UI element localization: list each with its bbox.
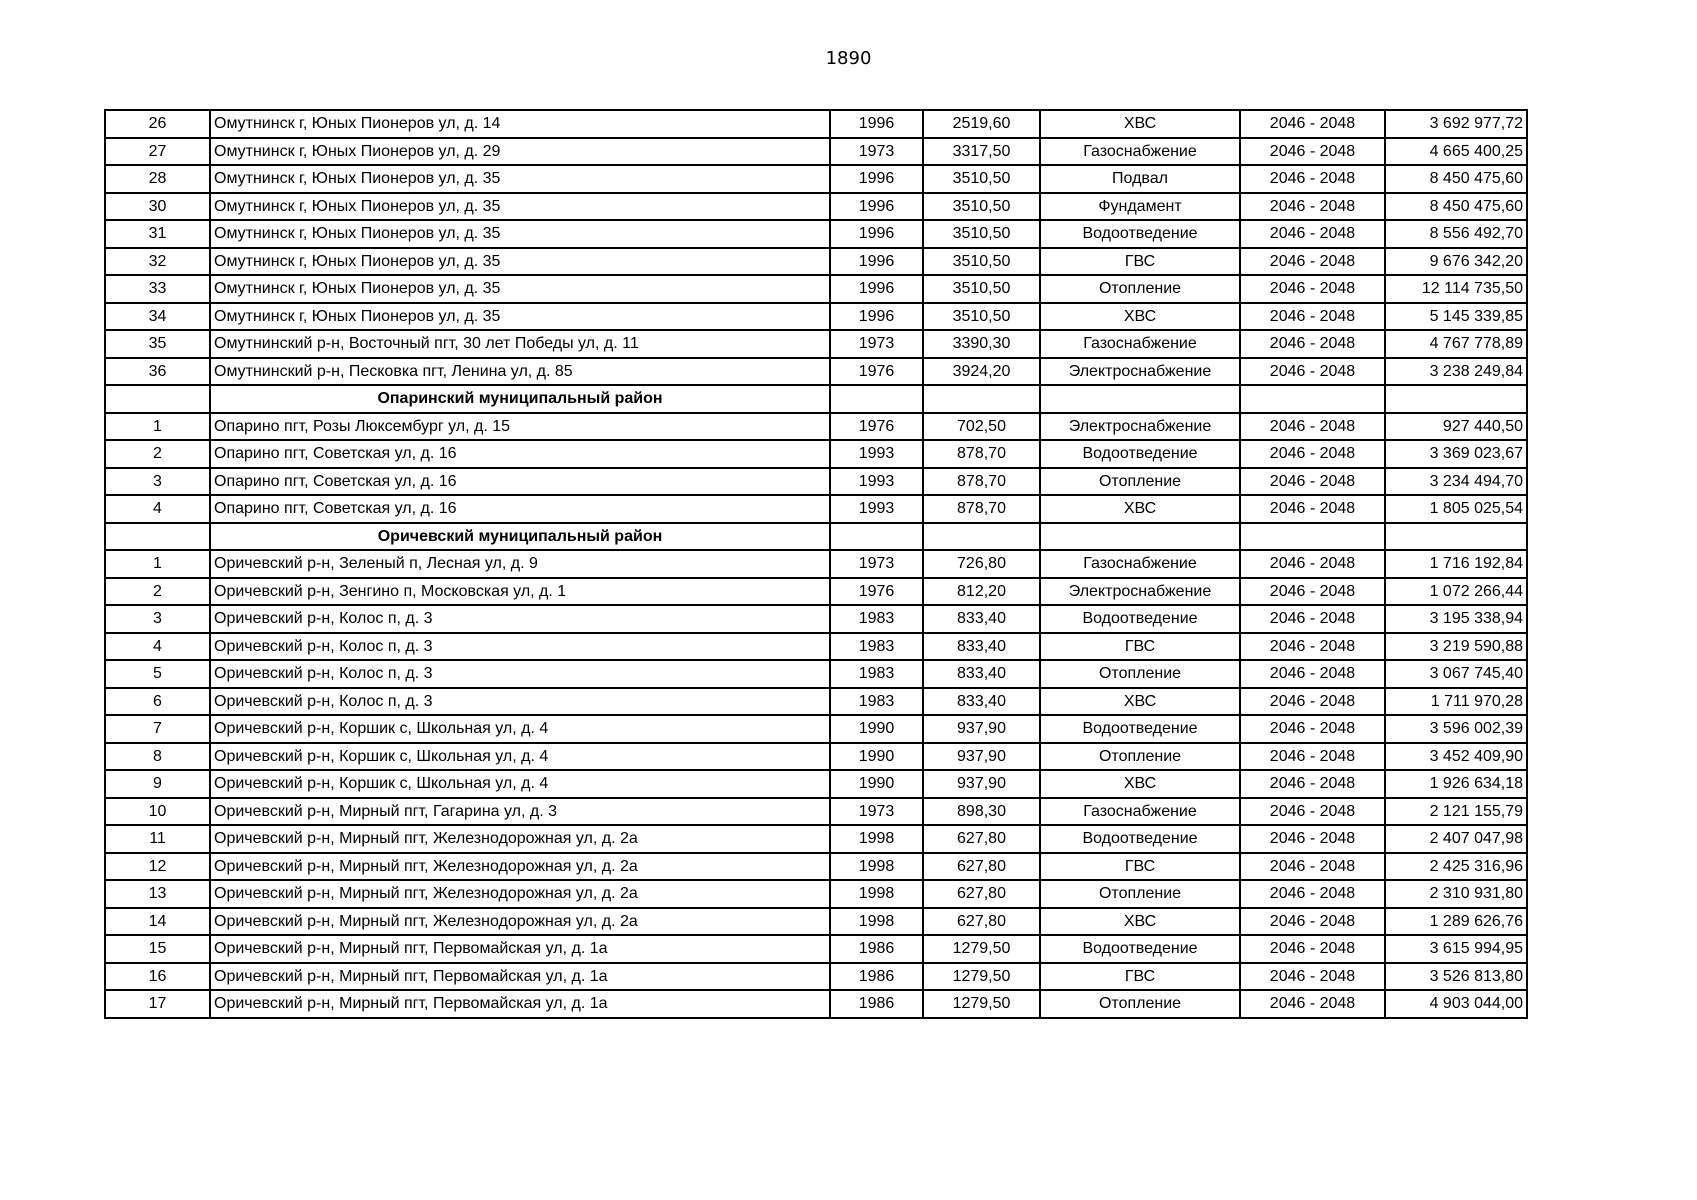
period-cell bbox=[1240, 385, 1385, 413]
table-row bbox=[105, 770, 1527, 798]
area-cell: 627,80 bbox=[923, 908, 1040, 936]
period-cell: 2046 - 2048 bbox=[1240, 853, 1385, 881]
area-cell bbox=[923, 523, 1040, 551]
year-built-cell: 1976 bbox=[830, 578, 923, 606]
cost-cell: 1 289 626,76 bbox=[1385, 908, 1527, 936]
area-cell: 3510,50 bbox=[923, 220, 1040, 248]
work-type-cell: Водоотведение bbox=[1040, 825, 1240, 853]
cost-cell: 8 450 475,60 bbox=[1385, 165, 1527, 193]
period-cell: 2046 - 2048 bbox=[1240, 660, 1385, 688]
period-cell: 2046 - 2048 bbox=[1240, 440, 1385, 468]
period-cell: 2046 - 2048 bbox=[1240, 825, 1385, 853]
address-cell: Омутнинский р-н, Восточный пгт, 30 лет Победы ул, д. 11 bbox=[210, 330, 830, 358]
work-type-cell: Фундамент bbox=[1040, 193, 1240, 221]
area-cell: 3317,50 bbox=[923, 138, 1040, 166]
year-built-cell: 1996 bbox=[830, 220, 923, 248]
year-built-cell: 1996 bbox=[830, 110, 923, 138]
address-cell: Оричевский р-н, Мирный пгт, Первомайская ул, д. 1а bbox=[210, 990, 830, 1018]
period-cell: 2046 - 2048 bbox=[1240, 935, 1385, 963]
cost-cell: 3 452 409,90 bbox=[1385, 743, 1527, 771]
area-cell: 878,70 bbox=[923, 440, 1040, 468]
cost-cell: 8 556 492,70 bbox=[1385, 220, 1527, 248]
area-cell: 3510,50 bbox=[923, 275, 1040, 303]
work-type-cell: ГВС bbox=[1040, 633, 1240, 661]
table-row bbox=[105, 798, 1527, 826]
cost-cell: 2 407 047,98 bbox=[1385, 825, 1527, 853]
period-cell: 2046 - 2048 bbox=[1240, 468, 1385, 496]
page-number: 1890 bbox=[825, 48, 872, 69]
address-cell: Оричевский р-н, Мирный пгт, Гагарина ул, д. 3 bbox=[210, 798, 830, 826]
district-header-row bbox=[105, 385, 1527, 413]
cost-cell: 5 145 339,85 bbox=[1385, 303, 1527, 331]
period-cell: 2046 - 2048 bbox=[1240, 688, 1385, 716]
period-cell: 2046 - 2048 bbox=[1240, 138, 1385, 166]
cost-cell: 3 195 338,94 bbox=[1385, 605, 1527, 633]
cost-cell bbox=[1385, 523, 1527, 551]
address-cell: Омутнинск г, Юных Пионеров ул, д. 35 bbox=[210, 303, 830, 331]
cost-cell: 12 114 735,50 bbox=[1385, 275, 1527, 303]
table-row bbox=[105, 468, 1527, 496]
period-cell: 2046 - 2048 bbox=[1240, 633, 1385, 661]
area-cell: 937,90 bbox=[923, 743, 1040, 771]
row-number-cell: 32 bbox=[105, 248, 210, 276]
year-built-cell: 1973 bbox=[830, 550, 923, 578]
period-cell: 2046 - 2048 bbox=[1240, 110, 1385, 138]
cost-cell: 1 805 025,54 bbox=[1385, 495, 1527, 523]
work-type-cell: ХВС bbox=[1040, 110, 1240, 138]
period-cell: 2046 - 2048 bbox=[1240, 330, 1385, 358]
table-row bbox=[105, 440, 1527, 468]
work-type-cell: Газоснабжение bbox=[1040, 798, 1240, 826]
table-row bbox=[105, 165, 1527, 193]
period-cell: 2046 - 2048 bbox=[1240, 165, 1385, 193]
row-number-cell: 12 bbox=[105, 853, 210, 881]
row-number-cell: 4 bbox=[105, 633, 210, 661]
address-cell: Оричевский р-н, Коршик с, Школьная ул, д. 4 bbox=[210, 715, 830, 743]
cost-cell: 3 234 494,70 bbox=[1385, 468, 1527, 496]
cost-cell: 3 219 590,88 bbox=[1385, 633, 1527, 661]
period-cell: 2046 - 2048 bbox=[1240, 358, 1385, 386]
work-type-cell: Отопление bbox=[1040, 468, 1240, 496]
row-number-cell: 27 bbox=[105, 138, 210, 166]
row-number-cell: 5 bbox=[105, 660, 210, 688]
table-row bbox=[105, 193, 1527, 221]
year-built-cell: 1996 bbox=[830, 275, 923, 303]
address-cell: Опарино пгт, Советская ул, д. 16 bbox=[210, 468, 830, 496]
row-number-cell: 10 bbox=[105, 798, 210, 826]
year-built-cell: 1996 bbox=[830, 303, 923, 331]
work-type-cell: ХВС bbox=[1040, 908, 1240, 936]
table-body bbox=[105, 110, 1527, 1018]
period-cell: 2046 - 2048 bbox=[1240, 990, 1385, 1018]
row-number-cell: 36 bbox=[105, 358, 210, 386]
period-cell: 2046 - 2048 bbox=[1240, 578, 1385, 606]
row-number-cell: 4 bbox=[105, 495, 210, 523]
row-number-cell: 26 bbox=[105, 110, 210, 138]
period-cell: 2046 - 2048 bbox=[1240, 413, 1385, 441]
address-cell: Оричевский р-н, Колос п, д. 3 bbox=[210, 633, 830, 661]
table-row bbox=[105, 715, 1527, 743]
district-name: Оричевский муниципальный район bbox=[210, 523, 830, 551]
cost-cell: 3 067 745,40 bbox=[1385, 660, 1527, 688]
area-cell: 1279,50 bbox=[923, 935, 1040, 963]
table-row bbox=[105, 578, 1527, 606]
work-type-cell: Газоснабжение bbox=[1040, 550, 1240, 578]
work-type-cell: Подвал bbox=[1040, 165, 1240, 193]
area-cell: 3390,30 bbox=[923, 330, 1040, 358]
area-cell: 1279,50 bbox=[923, 990, 1040, 1018]
year-built-cell: 1996 bbox=[830, 248, 923, 276]
year-built-cell: 1986 bbox=[830, 963, 923, 991]
year-built-cell: 1986 bbox=[830, 935, 923, 963]
table-row bbox=[105, 688, 1527, 716]
year-built-cell bbox=[830, 385, 923, 413]
area-cell: 833,40 bbox=[923, 605, 1040, 633]
cost-cell: 1 711 970,28 bbox=[1385, 688, 1527, 716]
address-cell: Оричевский р-н, Мирный пгт, Железнодорожная ул, д. 2а bbox=[210, 825, 830, 853]
work-type-cell: Газоснабжение bbox=[1040, 138, 1240, 166]
area-cell: 833,40 bbox=[923, 660, 1040, 688]
cost-cell: 1 072 266,44 bbox=[1385, 578, 1527, 606]
year-built-cell bbox=[830, 523, 923, 551]
work-type-cell: Отопление bbox=[1040, 660, 1240, 688]
address-cell: Омутнинск г, Юных Пионеров ул, д. 35 bbox=[210, 275, 830, 303]
address-cell: Омутнинский р-н, Песковка пгт, Ленина ул, д. 85 bbox=[210, 358, 830, 386]
cost-cell bbox=[1385, 385, 1527, 413]
year-built-cell: 1996 bbox=[830, 165, 923, 193]
period-cell: 2046 - 2048 bbox=[1240, 275, 1385, 303]
table-row bbox=[105, 633, 1527, 661]
period-cell: 2046 - 2048 bbox=[1240, 303, 1385, 331]
table-row bbox=[105, 880, 1527, 908]
period-cell: 2046 - 2048 bbox=[1240, 798, 1385, 826]
period-cell: 2046 - 2048 bbox=[1240, 248, 1385, 276]
table-row bbox=[105, 908, 1527, 936]
row-number-cell: 30 bbox=[105, 193, 210, 221]
district-name: Опаринский муниципальный район bbox=[210, 385, 830, 413]
work-type-cell bbox=[1040, 523, 1240, 551]
year-built-cell: 1998 bbox=[830, 853, 923, 881]
work-type-cell bbox=[1040, 385, 1240, 413]
address-cell: Оричевский р-н, Мирный пгт, Первомайская ул, д. 1а bbox=[210, 935, 830, 963]
address-cell: Опарино пгт, Советская ул, д. 16 bbox=[210, 495, 830, 523]
row-number-cell: 2 bbox=[105, 578, 210, 606]
cost-cell: 927 440,50 bbox=[1385, 413, 1527, 441]
year-built-cell: 1996 bbox=[830, 193, 923, 221]
area-cell: 878,70 bbox=[923, 495, 1040, 523]
row-number-cell: 14 bbox=[105, 908, 210, 936]
row-number-cell: 3 bbox=[105, 468, 210, 496]
area-cell: 3510,50 bbox=[923, 193, 1040, 221]
area-cell: 3510,50 bbox=[923, 165, 1040, 193]
year-built-cell: 1973 bbox=[830, 330, 923, 358]
row-number-cell: 6 bbox=[105, 688, 210, 716]
row-number-cell: 15 bbox=[105, 935, 210, 963]
period-cell: 2046 - 2048 bbox=[1240, 770, 1385, 798]
cost-cell: 9 676 342,20 bbox=[1385, 248, 1527, 276]
area-cell: 702,50 bbox=[923, 413, 1040, 441]
row-number-cell: 13 bbox=[105, 880, 210, 908]
year-built-cell: 1990 bbox=[830, 715, 923, 743]
row-number-cell bbox=[105, 523, 210, 551]
district-header-row bbox=[105, 523, 1527, 551]
table-row bbox=[105, 110, 1527, 138]
year-built-cell: 1983 bbox=[830, 633, 923, 661]
area-cell: 627,80 bbox=[923, 853, 1040, 881]
row-number-cell: 16 bbox=[105, 963, 210, 991]
work-type-cell: ХВС bbox=[1040, 495, 1240, 523]
table-row bbox=[105, 825, 1527, 853]
cost-cell: 3 596 002,39 bbox=[1385, 715, 1527, 743]
address-cell: Омутнинск г, Юных Пионеров ул, д. 29 bbox=[210, 138, 830, 166]
cost-cell: 1 716 192,84 bbox=[1385, 550, 1527, 578]
table-row bbox=[105, 220, 1527, 248]
row-number-cell bbox=[105, 385, 210, 413]
period-cell: 2046 - 2048 bbox=[1240, 220, 1385, 248]
row-number-cell: 35 bbox=[105, 330, 210, 358]
address-cell: Омутнинск г, Юных Пионеров ул, д. 35 bbox=[210, 220, 830, 248]
work-type-cell: Водоотведение bbox=[1040, 935, 1240, 963]
year-built-cell: 1976 bbox=[830, 358, 923, 386]
area-cell bbox=[923, 385, 1040, 413]
period-cell: 2046 - 2048 bbox=[1240, 880, 1385, 908]
row-number-cell: 3 bbox=[105, 605, 210, 633]
row-number-cell: 1 bbox=[105, 550, 210, 578]
area-cell: 2519,60 bbox=[923, 110, 1040, 138]
table-row bbox=[105, 275, 1527, 303]
area-cell: 3924,20 bbox=[923, 358, 1040, 386]
row-number-cell: 11 bbox=[105, 825, 210, 853]
cost-cell: 4 665 400,25 bbox=[1385, 138, 1527, 166]
table-row bbox=[105, 138, 1527, 166]
year-built-cell: 1998 bbox=[830, 825, 923, 853]
year-built-cell: 1990 bbox=[830, 770, 923, 798]
address-cell: Оричевский р-н, Зеленый п, Лесная ул, д. 9 bbox=[210, 550, 830, 578]
year-built-cell: 1993 bbox=[830, 468, 923, 496]
address-cell: Оричевский р-н, Зенгино п, Московская ул, д. 1 bbox=[210, 578, 830, 606]
table-row bbox=[105, 743, 1527, 771]
row-number-cell: 31 bbox=[105, 220, 210, 248]
row-number-cell: 9 bbox=[105, 770, 210, 798]
table-row bbox=[105, 935, 1527, 963]
work-type-cell: ГВС bbox=[1040, 963, 1240, 991]
cost-cell: 3 526 813,80 bbox=[1385, 963, 1527, 991]
work-type-cell: ХВС bbox=[1040, 770, 1240, 798]
address-cell: Опарино пгт, Розы Люксембург ул, д. 15 bbox=[210, 413, 830, 441]
period-cell: 2046 - 2048 bbox=[1240, 715, 1385, 743]
year-built-cell: 1993 bbox=[830, 495, 923, 523]
area-cell: 3510,50 bbox=[923, 248, 1040, 276]
area-cell: 937,90 bbox=[923, 770, 1040, 798]
cost-cell: 3 692 977,72 bbox=[1385, 110, 1527, 138]
work-type-cell: ГВС bbox=[1040, 248, 1240, 276]
address-cell: Оричевский р-н, Мирный пгт, Первомайская ул, д. 1а bbox=[210, 963, 830, 991]
work-type-cell: Отопление bbox=[1040, 880, 1240, 908]
period-cell: 2046 - 2048 bbox=[1240, 743, 1385, 771]
address-cell: Омутнинск г, Юных Пионеров ул, д. 35 bbox=[210, 165, 830, 193]
work-type-cell: Водоотведение bbox=[1040, 220, 1240, 248]
cost-cell: 3 238 249,84 bbox=[1385, 358, 1527, 386]
address-cell: Оричевский р-н, Мирный пгт, Железнодорожная ул, д. 2а bbox=[210, 853, 830, 881]
period-cell bbox=[1240, 523, 1385, 551]
cost-cell: 2 425 316,96 bbox=[1385, 853, 1527, 881]
row-number-cell: 17 bbox=[105, 990, 210, 1018]
work-type-cell: Газоснабжение bbox=[1040, 330, 1240, 358]
period-cell: 2046 - 2048 bbox=[1240, 495, 1385, 523]
work-type-cell: ГВС bbox=[1040, 853, 1240, 881]
period-cell: 2046 - 2048 bbox=[1240, 550, 1385, 578]
cost-cell: 3 369 023,67 bbox=[1385, 440, 1527, 468]
row-number-cell: 7 bbox=[105, 715, 210, 743]
address-cell: Опарино пгт, Советская ул, д. 16 bbox=[210, 440, 830, 468]
year-built-cell: 1993 bbox=[830, 440, 923, 468]
work-type-cell: Электроснабжение bbox=[1040, 578, 1240, 606]
row-number-cell: 34 bbox=[105, 303, 210, 331]
table-row bbox=[105, 248, 1527, 276]
year-built-cell: 1998 bbox=[830, 908, 923, 936]
address-cell: Оричевский р-н, Колос п, д. 3 bbox=[210, 605, 830, 633]
table-row bbox=[105, 605, 1527, 633]
area-cell: 937,90 bbox=[923, 715, 1040, 743]
year-built-cell: 1983 bbox=[830, 660, 923, 688]
year-built-cell: 1983 bbox=[830, 688, 923, 716]
table-row bbox=[105, 660, 1527, 688]
area-cell: 627,80 bbox=[923, 880, 1040, 908]
address-cell: Омутнинск г, Юных Пионеров ул, д. 35 bbox=[210, 193, 830, 221]
address-cell: Оричевский р-н, Колос п, д. 3 bbox=[210, 688, 830, 716]
address-cell: Оричевский р-н, Коршик с, Школьная ул, д. 4 bbox=[210, 743, 830, 771]
table-row bbox=[105, 550, 1527, 578]
year-built-cell: 1983 bbox=[830, 605, 923, 633]
row-number-cell: 1 bbox=[105, 413, 210, 441]
work-type-cell: Электроснабжение bbox=[1040, 358, 1240, 386]
cost-cell: 4 903 044,00 bbox=[1385, 990, 1527, 1018]
row-number-cell: 33 bbox=[105, 275, 210, 303]
work-type-cell: Водоотведение bbox=[1040, 715, 1240, 743]
area-cell: 833,40 bbox=[923, 688, 1040, 716]
table-row bbox=[105, 495, 1527, 523]
year-built-cell: 1976 bbox=[830, 413, 923, 441]
row-number-cell: 8 bbox=[105, 743, 210, 771]
cost-cell: 4 767 778,89 bbox=[1385, 330, 1527, 358]
period-cell: 2046 - 2048 bbox=[1240, 193, 1385, 221]
area-cell: 898,30 bbox=[923, 798, 1040, 826]
year-built-cell: 1990 bbox=[830, 743, 923, 771]
period-cell: 2046 - 2048 bbox=[1240, 963, 1385, 991]
address-cell: Омутнинск г, Юных Пионеров ул, д. 14 bbox=[210, 110, 830, 138]
cost-cell: 8 450 475,60 bbox=[1385, 193, 1527, 221]
period-cell: 2046 - 2048 bbox=[1240, 605, 1385, 633]
area-cell: 627,80 bbox=[923, 825, 1040, 853]
work-type-cell: Электроснабжение bbox=[1040, 413, 1240, 441]
year-built-cell: 1973 bbox=[830, 138, 923, 166]
year-built-cell: 1973 bbox=[830, 798, 923, 826]
repair-schedule-table bbox=[104, 109, 1528, 1019]
year-built-cell: 1998 bbox=[830, 880, 923, 908]
work-type-cell: ХВС bbox=[1040, 688, 1240, 716]
address-cell: Оричевский р-н, Коршик с, Школьная ул, д. 4 bbox=[210, 770, 830, 798]
row-number-cell: 28 bbox=[105, 165, 210, 193]
cost-cell: 1 926 634,18 bbox=[1385, 770, 1527, 798]
work-type-cell: Водоотведение bbox=[1040, 440, 1240, 468]
address-cell: Омутнинск г, Юных Пионеров ул, д. 35 bbox=[210, 248, 830, 276]
area-cell: 878,70 bbox=[923, 468, 1040, 496]
area-cell: 812,20 bbox=[923, 578, 1040, 606]
row-number-cell: 2 bbox=[105, 440, 210, 468]
table-row bbox=[105, 358, 1527, 386]
cost-cell: 2 121 155,79 bbox=[1385, 798, 1527, 826]
area-cell: 833,40 bbox=[923, 633, 1040, 661]
cost-cell: 2 310 931,80 bbox=[1385, 880, 1527, 908]
table-row bbox=[105, 990, 1527, 1018]
year-built-cell: 1986 bbox=[830, 990, 923, 1018]
area-cell: 3510,50 bbox=[923, 303, 1040, 331]
address-cell: Оричевский р-н, Мирный пгт, Железнодорожная ул, д. 2а bbox=[210, 880, 830, 908]
table-row bbox=[105, 963, 1527, 991]
address-cell: Оричевский р-н, Колос п, д. 3 bbox=[210, 660, 830, 688]
table-row bbox=[105, 413, 1527, 441]
work-type-cell: Водоотведение bbox=[1040, 605, 1240, 633]
table-row bbox=[105, 853, 1527, 881]
address-cell: Оричевский р-н, Мирный пгт, Железнодорожная ул, д. 2а bbox=[210, 908, 830, 936]
table-row bbox=[105, 330, 1527, 358]
area-cell: 1279,50 bbox=[923, 963, 1040, 991]
area-cell: 726,80 bbox=[923, 550, 1040, 578]
table-row bbox=[105, 303, 1527, 331]
work-type-cell: Отопление bbox=[1040, 275, 1240, 303]
work-type-cell: Отопление bbox=[1040, 990, 1240, 1018]
cost-cell: 3 615 994,95 bbox=[1385, 935, 1527, 963]
period-cell: 2046 - 2048 bbox=[1240, 908, 1385, 936]
work-type-cell: Отопление bbox=[1040, 743, 1240, 771]
work-type-cell: ХВС bbox=[1040, 303, 1240, 331]
